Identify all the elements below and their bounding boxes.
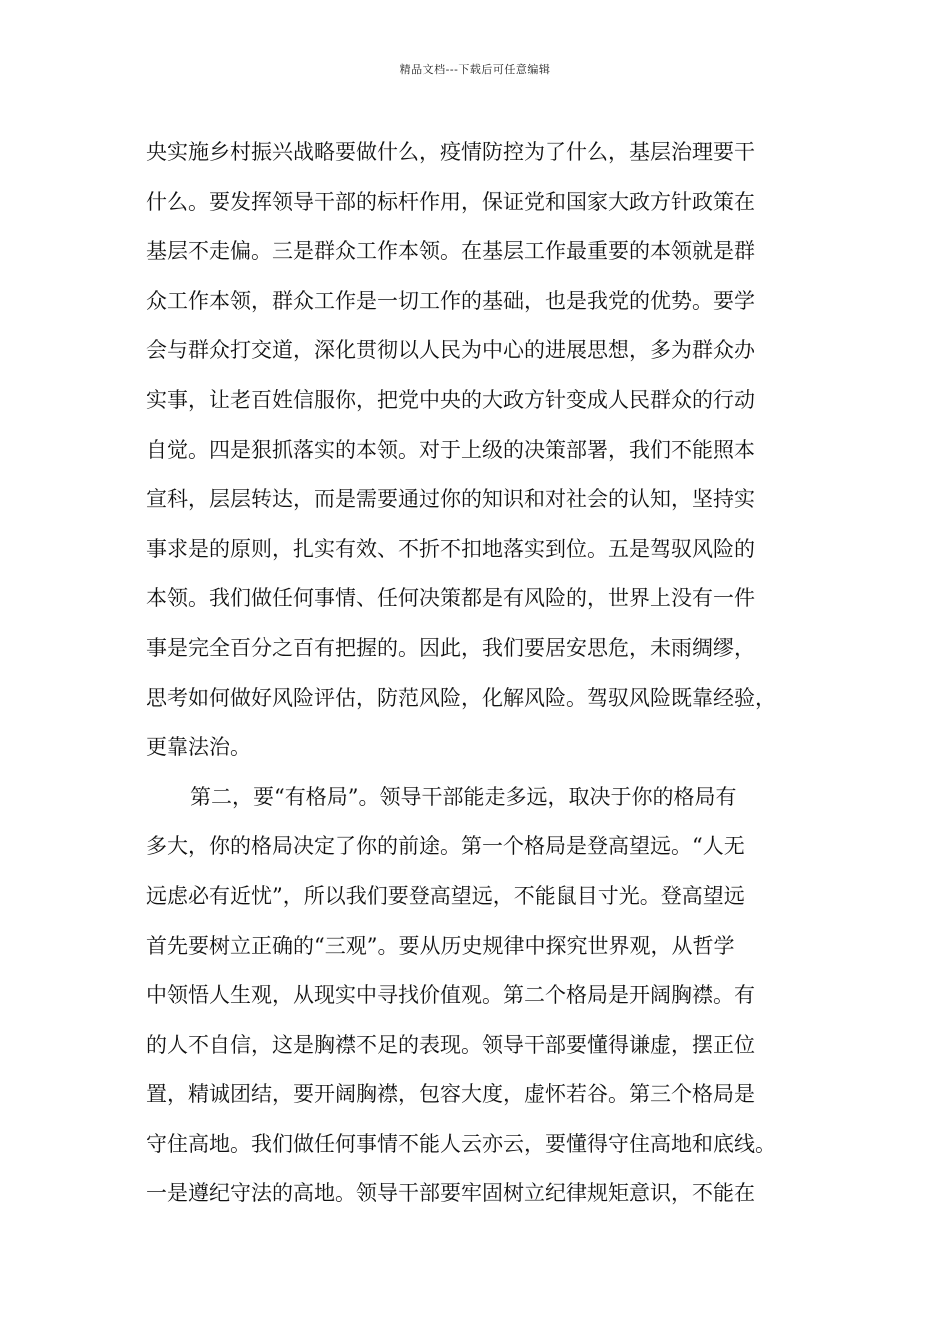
text-line: 多大，你的格局决定了你的前途。第一个格局是登高望远。“人无 (146, 834, 745, 859)
text-line: 一是遵纪守法的高地。领导干部要牢固树立纪律规矩意识，不能在 (146, 1181, 755, 1206)
text-line: 的人不自信，这是胸襟不足的表现。领导干部要懂得谦虚，摆正位 (146, 1032, 755, 1057)
text-line: 中领悟人生观，从现实中寻找价值观。第二个格局是开阔胸襟。有 (146, 983, 755, 1008)
text-line: 思考如何做好风险评估，防范风险，化解风险。驾驭风险既靠经验， (146, 685, 776, 710)
text-line: 基层不走偏。三是群众工作本领。在基层工作最重要的本领就是群 (146, 239, 755, 264)
text-line: 守住高地。我们做任何事情不能人云亦云，要懂得守住高地和底线。 (146, 1131, 776, 1156)
document-body (146, 128, 822, 1219)
text-line: 央实施乡村振兴战略要做什么，疫情防控为了什么，基层治理要干 (146, 140, 755, 164)
text-line: 事是完全百分之百有把握的。因此，我们要居安思危，未雨绸缪， (146, 635, 755, 660)
text-line: 首先要树立正确的“三观”。要从历史规律中探究世界观，从哲学 (146, 933, 735, 958)
text-line: 自觉。四是狠抓落实的本领。对于上级的决策部署，我们不能照本 (146, 437, 755, 462)
text-line: 事求是的原则，扎实有效、不折不扣地落实到位。五是驾驭风险的 (146, 536, 755, 561)
text-line: 本领。我们做任何事情、任何决策都是有风险的，世界上没有一件 (146, 586, 755, 611)
text-line: 什么。要发挥领导干部的标杆作用，保证党和国家大政方针政策在 (146, 189, 755, 214)
text-line: 实事，让老百姓信服你，把党中央的大政方针变成人民群众的行动 (146, 387, 755, 412)
text-line: 更靠法治。 (146, 735, 251, 760)
text-line: 众工作本领，群众工作是一切工作的基础，也是我党的优势。要学 (146, 288, 755, 313)
text-line: 置，精诚团结，要开阔胸襟，包容大度，虚怀若谷。第三个格局是 (146, 1082, 755, 1107)
paragraph-start-line: 第二，要“有格局”。领导干部能走多远，取决于你的格局有 (190, 784, 737, 809)
text-line: 远虑必有近忧”，所以我们要登高望远，不能鼠目寸光。登高望远 (146, 883, 745, 908)
page-header: 精品文档---下载后可任意编辑 (399, 63, 551, 76)
text-line: 会与群众打交道，深化贯彻以人民为中心的进展思想，多为群众办 (146, 338, 755, 363)
text-line: 宣科，层层转达，而是需要通过你的知识和对社会的认知，坚持实 (146, 487, 755, 512)
